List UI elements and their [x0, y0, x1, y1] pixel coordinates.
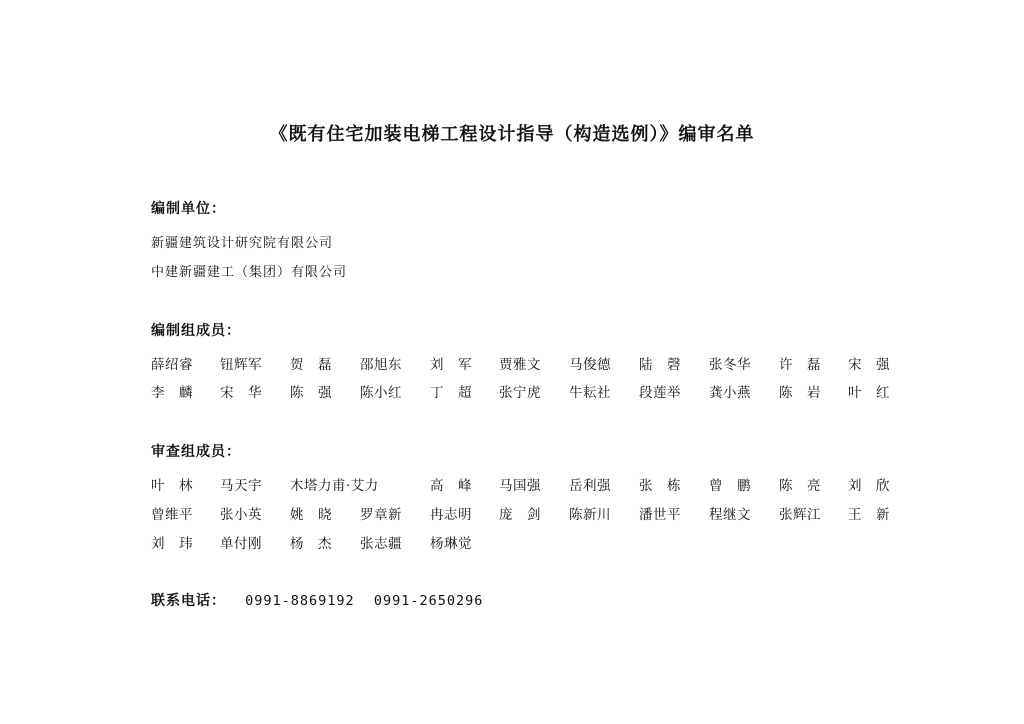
contact-label: 联系电话：	[151, 593, 226, 609]
compiling-units-label: 编制单位：	[151, 201, 226, 217]
review-member-name: 木塔力甫·艾力	[290, 478, 379, 494]
contact-phone-2: 0991-2650296	[373, 593, 484, 609]
compiling-member-name: 张冬华	[709, 357, 751, 373]
review-member-name: 姚 晓	[290, 507, 332, 523]
compiling-unit-1: 新疆建筑设计研究院有限公司	[151, 236, 334, 251]
compiling-member-name: 陈 岩	[779, 385, 821, 401]
compiling-member-name: 薛绍睿	[151, 357, 193, 373]
review-member-name: 程继文	[709, 507, 751, 523]
review-member-name: 王 新	[848, 507, 890, 523]
review-member-name: 张小英	[220, 507, 262, 523]
compiling-member-name: 刘 军	[430, 357, 472, 373]
review-member-name: 张 栋	[639, 478, 681, 494]
compiling-member-name: 李 麟	[151, 385, 193, 401]
compiling-unit-2: 中建新疆建工（集团）有限公司	[151, 265, 348, 280]
compiling-member-name: 段莲举	[639, 385, 681, 401]
compiling-member-name: 龚小燕	[709, 385, 751, 401]
review-member-name: 叶 林	[151, 478, 193, 494]
review-member-name: 曾 鹏	[709, 478, 751, 494]
review-member-name: 马天宇	[220, 478, 262, 494]
compiling-member-name: 贺 磊	[290, 357, 332, 373]
contact-line	[151, 590, 483, 610]
review-member-name: 张辉江	[779, 507, 821, 523]
review-member-name: 庞 剑	[499, 507, 541, 523]
review-member-name: 岳利强	[569, 478, 611, 494]
compiling-group-label: 编制组成员：	[151, 323, 241, 339]
compiling-member-name: 牛耘社	[569, 385, 611, 401]
review-member-name: 高 峰	[430, 478, 472, 494]
review-member-name: 刘 欣	[848, 478, 890, 494]
review-member-name: 单付刚	[220, 536, 262, 552]
review-group-label: 审查组成员：	[151, 444, 241, 460]
review-member-name: 冉志明	[430, 507, 472, 523]
review-member-name: 罗章新	[360, 507, 402, 523]
review-member-name: 张志疆	[360, 536, 402, 552]
compiling-member-name: 丁 超	[430, 385, 472, 401]
review-member-name: 刘 玮	[151, 536, 193, 552]
compiling-member-name: 贾雅文	[499, 357, 541, 373]
compiling-member-name: 陆 磬	[639, 357, 681, 373]
review-member-name: 曾维平	[151, 507, 193, 523]
review-member-name: 潘世平	[639, 507, 681, 523]
compiling-member-name: 宋 华	[220, 385, 262, 401]
compiling-member-name: 陈 强	[290, 385, 332, 401]
compiling-member-name: 陈小红	[360, 385, 402, 401]
compiling-member-name: 宋 强	[848, 357, 890, 373]
document-title: 《既有住宅加装电梯工程设计指导（构造选例）》编审名单	[269, 124, 755, 145]
compiling-member-name: 马俊德	[569, 357, 611, 373]
compiling-member-name: 许 磊	[779, 357, 821, 373]
compiling-member-name: 钮辉军	[220, 357, 262, 373]
compiling-member-name: 张宁虎	[499, 385, 541, 401]
review-member-name: 陈 亮	[779, 478, 821, 494]
review-member-name: 杨 杰	[290, 536, 332, 552]
compiling-member-name: 叶 红	[848, 385, 890, 401]
compiling-member-name: 邵旭东	[360, 357, 402, 373]
contact-phone-1: 0991-8869192	[245, 593, 355, 609]
review-member-name: 马国强	[499, 478, 541, 494]
review-member-name: 陈新川	[569, 507, 611, 523]
review-member-name: 杨琳觉	[430, 536, 472, 552]
